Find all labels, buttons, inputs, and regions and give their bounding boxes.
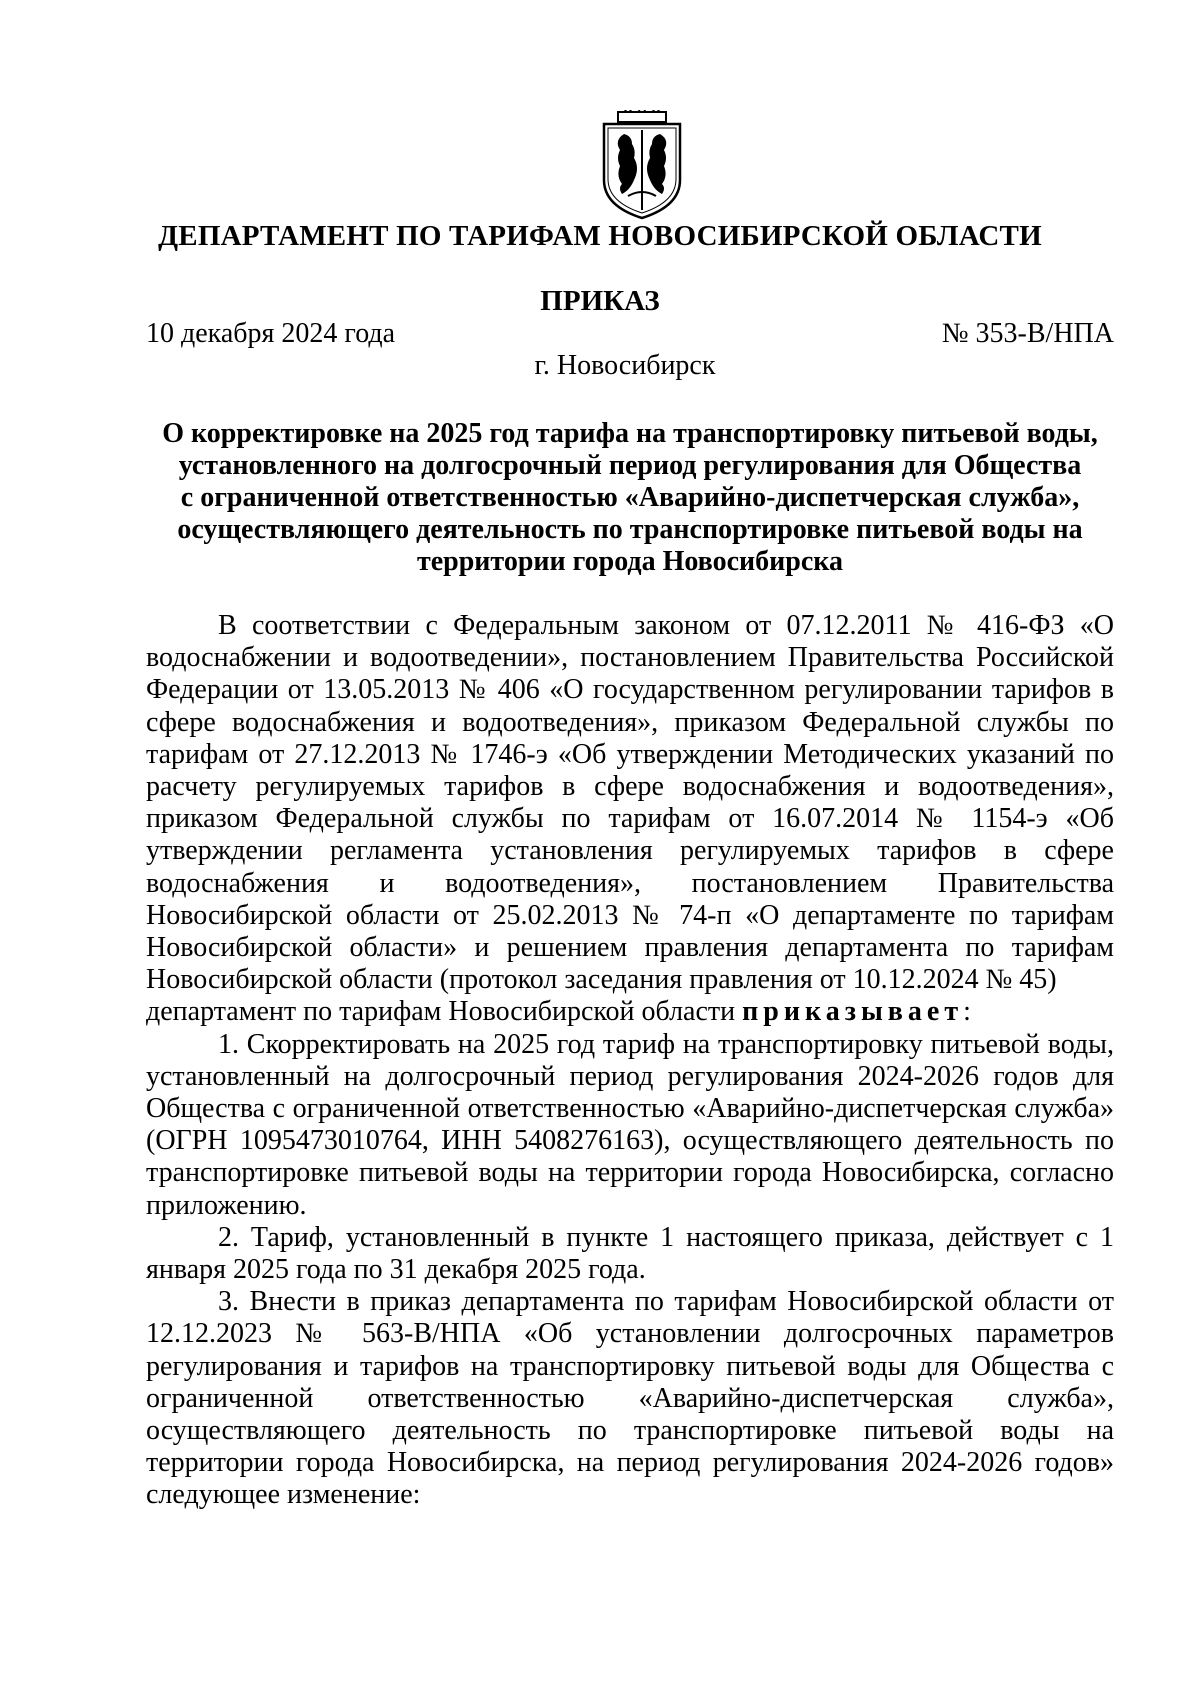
subject-line: с ограниченной ответственностью «Аварийно-диспетчерская служба», bbox=[180, 482, 1080, 513]
preamble-paragraph: В соответствии с Федеральным законом от 07.12.2011 № 416-ФЗ «О водоснабжении и водоотведении», постановлением Правительства Российской Федерации от 13.05.2013 № 406 «О государственном регулировании тарифов в сфере водоснабжения и водоотведения», приказом Федеральной службы по тарифам от 27.12.2013 № 1746-э «Об утверждении Методических указаний по расчету регулируемых тарифов в сфере водоснабжения и водоотведения», приказом Федеральной службы по тарифам от 16.07.2014 № 1154-э «Об утверждении регламента установления регулируемых тарифов в сфере водоснабжения и водоотведения», постановлением Правительства Новосибирской области от 25.02.2013 № 74-п «О департаменте по тарифам Новосибирской области» и решением правления департамента по тарифам Новосибирской области (протокол заседания правления от 10.12.2024 № 45) bbox=[146, 610, 1114, 996]
document-city: г. Новосибирск bbox=[534, 350, 716, 381]
subject-line: О корректировке на 2025 год тарифа на транспортировку питьевой воды, bbox=[162, 418, 1098, 449]
item-3-paragraph: 3. Внести в приказ департамента по тарифам Новосибирской области от 12.12.2023 № 563-В/НПА «Об установлении долгосрочных параметров регулирования и тарифов на транспортировку питьевой воды для Общества с ограниченной ответственностью «Аварийно-диспетчерская служба», осуществляющего деятельность по транспортировке питьевой воды на территории города Новосибирска, на период регулирования 2024-2026 годов» следующее изменение: bbox=[146, 1286, 1114, 1511]
item-2-paragraph: 2. Тариф, установленный в пункте 1 настоящего приказа, действует с 1 января 2025 года по 31 декабря 2025 года. bbox=[146, 1221, 1114, 1286]
subject-line: установленного на долгосрочный период регулирования для Общества bbox=[178, 450, 1082, 481]
decree-line bbox=[146, 996, 1114, 1028]
subject-line: осуществляющего деятельность по транспортировке питьевой воды на bbox=[177, 514, 1083, 545]
subject-line: территории города Новосибирска bbox=[416, 546, 844, 577]
decree-word: приказывает bbox=[742, 996, 964, 1028]
document-type: ПРИКАЗ bbox=[540, 285, 660, 317]
decree-suffix: : bbox=[963, 996, 971, 1028]
item-1-paragraph: 1. Скорректировать на 2025 год тариф на транспортировку питьевой воды, установленный на долгосрочный период регулирования 2024-2026 годов для Общества с ограниченной ответственностью «Аварийно-диспетчерская служба» (ОГРН 1095473010764, ИНН 5408276163), осуществляющего деятельность по транспортировке питьевой воды на территории города Новосибирска, согласно приложению. bbox=[146, 1028, 1114, 1221]
document-number: № 353-В/НПА bbox=[941, 318, 1114, 349]
department-name: ДЕПАРТАМЕНТ ПО ТАРИФАМ НОВОСИБИРСКОЙ ОБЛАСТИ bbox=[158, 220, 1042, 252]
document-subject bbox=[146, 418, 1114, 578]
decree-prefix: департамент по тарифам Новосибирской области bbox=[146, 996, 743, 1028]
document-date: 10 декабря 2024 года bbox=[146, 318, 396, 349]
document-body bbox=[146, 610, 1114, 1512]
coat-of-arms-icon bbox=[598, 110, 686, 220]
